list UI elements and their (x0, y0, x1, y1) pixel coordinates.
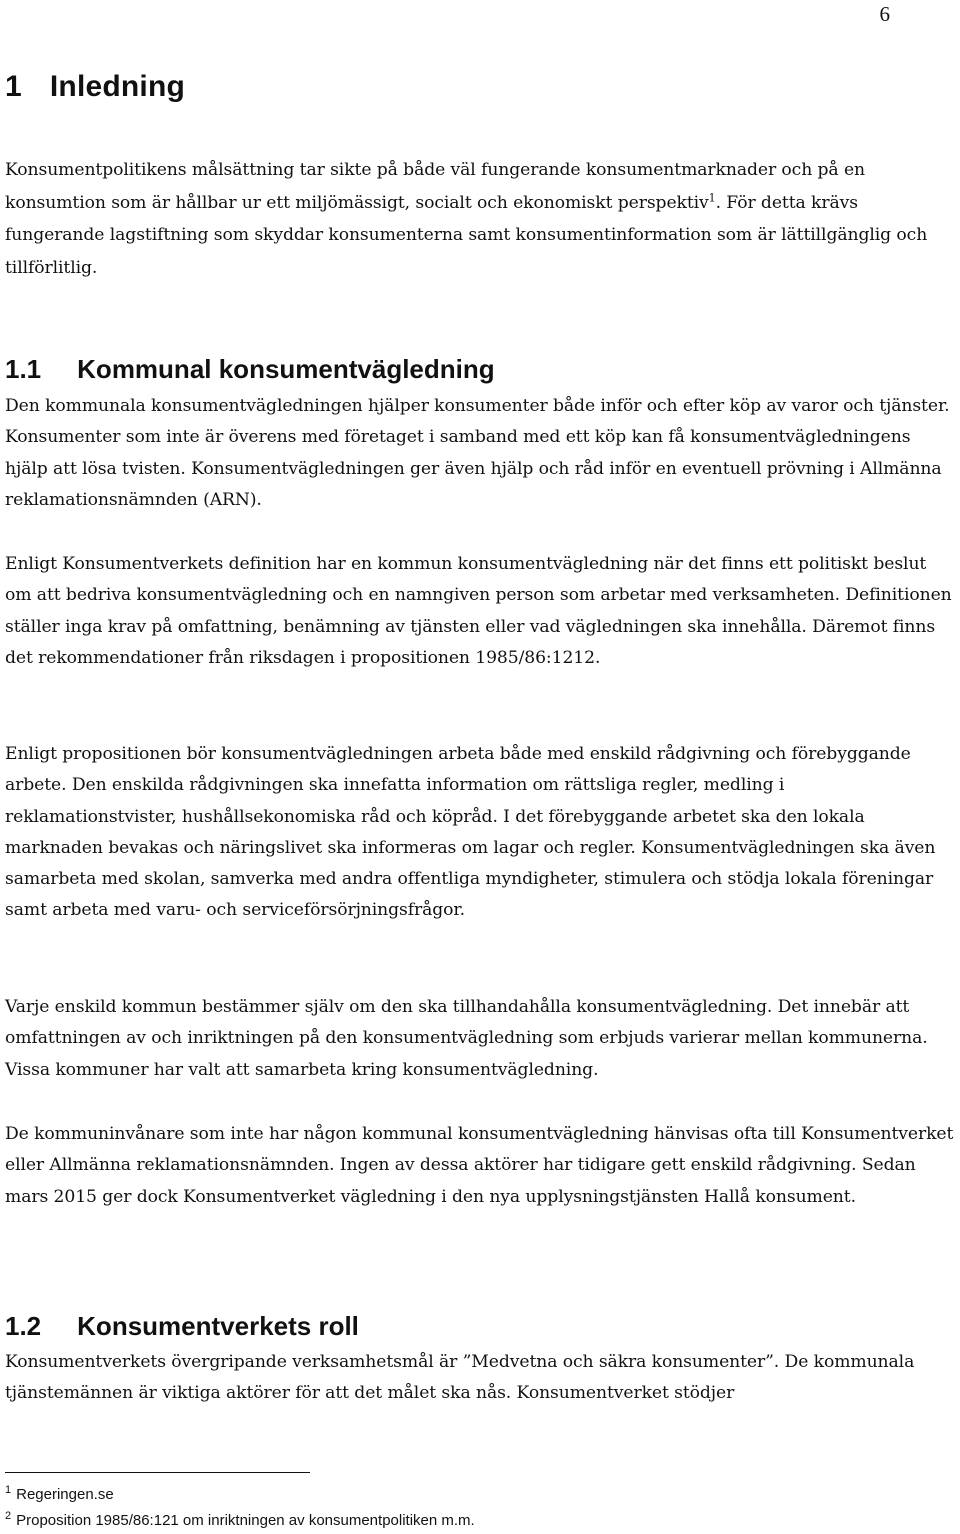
intro-paragraph (5, 154, 955, 284)
section-title: Kommunal konsumentvägledning (77, 354, 495, 384)
chapter-number: 1 (5, 70, 22, 103)
section-1-1-paragraph-4: Varje enskild kommun bestämmer själv om den ska tillhandahålla konsumentvägledning. Det innebär att omfattningen av och inriktningen på den konsumentvägledning som erbjuds varierar mellan kommunerna. Vissa kommuner har valt att samarbeta kring konsumentvägledning. (5, 997, 928, 1080)
section-title: Konsumentverkets roll (77, 1311, 359, 1341)
page-number: 6 (879, 2, 890, 26)
section-1-1-paragraph-3: Enligt propositionen bör konsumentvägledningen arbeta både med enskild rådgivning och förebyggande arbete. Den enskilda rådgivningen ska innefatta information om rättsliga regler, medling i reklamationstvister, hushållsekonomiska råd och köpråd. I det förebyggande arbetet ska den lokala marknaden bevakas och näringslivet ska informeras om lagar och regler. Konsumentvägledningen ska även samarbeta med skolan, samverka med andra offentliga myndigheter, stimulera och stödja lokala föreningar samt arbeta med varu- och serviceförsörjningsfrågor. (5, 744, 936, 921)
intro-text-part1: Konsumentpolitikens målsättning tar sikte på både väl fungerande konsumentmarknader och på en konsumtion som är hållbar ur ett miljömässigt, socialt och ekonomiskt perspektiv (5, 160, 865, 213)
section-number: 1.1 (5, 354, 42, 384)
footnote-separator (5, 1472, 310, 1473)
footnote-mark: 2 (5, 1510, 12, 1522)
section-1-1-paragraph-1: Den kommunala konsumentvägledningen hjälper konsumenter både inför och efter köp av varor och tjänster. Konsumenter som inte är överens med företaget i samband med ett köp kan få konsumentvägledningens hjälp att lösa tvisten. Konsumentvägledningen ger även hjälp och råd inför en eventuell prövning i Allmänna reklamationsnämnden (ARN). (5, 396, 950, 510)
footnote-mark: 1 (5, 1484, 12, 1496)
section-1-1-paragraph-5: De kommuninvånare som inte har någon kommunal konsumentvägledning hänvisas ofta till Konsumentverket eller Allmänna reklamationsnämnden. Ingen av dessa aktörer har tidigare gett enskild rådgivning. Sedan mars 2015 ger dock Konsumentverket vägledning i den nya upplysningstjänsten Hallå konsument. (5, 1124, 954, 1207)
footnote-2 (5, 1510, 475, 1529)
footnote-reference-1[interactable]: 1 (708, 190, 716, 204)
section-1-2-paragraph: Konsumentverkets övergripande verksamhetsmål är ”Medvetna och säkra konsumenter”. De kommunala tjänstemännen är viktiga aktörer för att det målet ska nås. Konsumentverket stödjer (5, 1352, 915, 1404)
section-heading-1-1 (5, 354, 495, 385)
footnote-1 (5, 1484, 114, 1503)
section-number: 1.2 (5, 1311, 42, 1341)
footnote-text: Proposition 1985/86:121 om inriktningen av konsumentpolitiken m.m. (16, 1512, 475, 1529)
section-1-1-paragraph-2: Enligt Konsumentverkets definition har en kommun konsumentvägledning när det finns ett politiskt beslut om att bedriva konsumentvägledning och en namngiven person som arbetar med verksamheten. Definitionen ställer inga krav på omfattning, benämning av tjänsten eller vad vägledningen ska innehålla. Däremot finns det rekommendationer från riksdagen i propositionen 1985/86:1212. (5, 554, 952, 668)
chapter-heading (5, 70, 185, 104)
footnote-text: Regeringen.se (16, 1486, 114, 1503)
chapter-title: Inledning (49, 70, 186, 103)
section-heading-1-2 (5, 1311, 359, 1342)
intro-text-part2: . För detta krävs fungerande lagstiftning som skyddar konsumenterna samt konsumentinformation som är lättillgänglig och tillförlitlig. (5, 192, 928, 278)
